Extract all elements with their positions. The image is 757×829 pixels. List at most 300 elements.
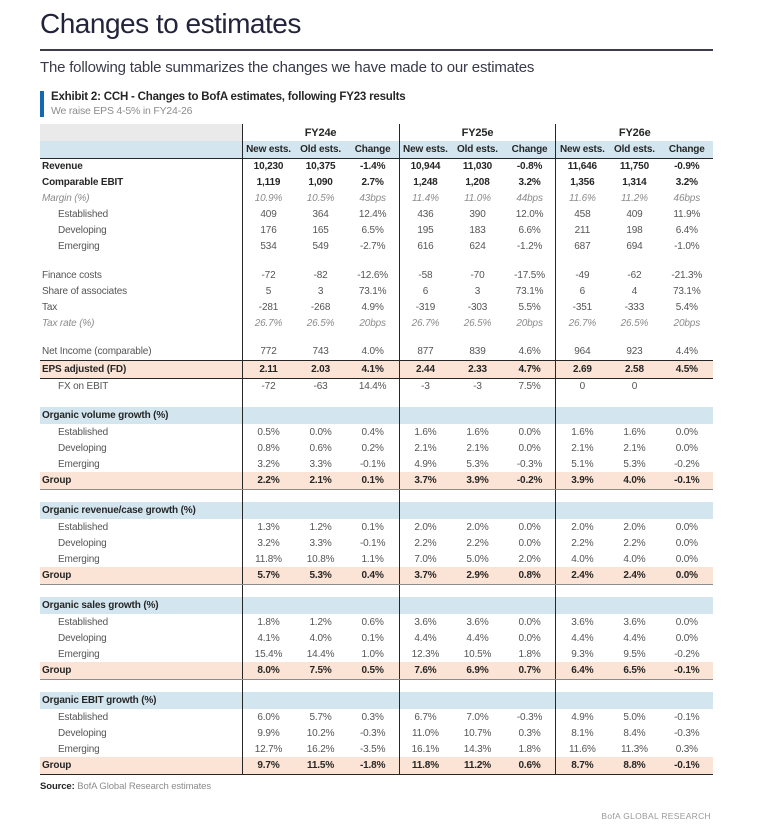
cell: 2.1% — [556, 440, 608, 456]
cell: 2.0% — [466, 521, 489, 533]
cell: -0.3% — [516, 458, 543, 470]
row-label: Emerging — [58, 458, 100, 470]
cell: 923 — [626, 346, 643, 358]
cell: 0.1% — [347, 472, 399, 489]
row-label: Tax rate (%) — [42, 317, 95, 329]
cell: -0.1% — [674, 711, 700, 723]
cell — [347, 597, 399, 614]
table-row — [40, 222, 713, 238]
cell: 11.4% — [399, 190, 451, 206]
table-row — [40, 174, 713, 190]
cell — [294, 254, 346, 267]
cell: -0.2% — [674, 648, 700, 660]
cell: 3.6% — [399, 614, 451, 630]
cell: 10.2% — [306, 727, 335, 739]
table-row — [40, 456, 713, 472]
cell — [242, 692, 294, 709]
cell: 4.9% — [361, 301, 384, 313]
title-divider — [40, 49, 713, 51]
cell: 2.44 — [399, 360, 451, 378]
cell — [347, 407, 399, 424]
cell: 20bps — [673, 317, 701, 329]
cell: 549 — [312, 240, 329, 252]
cell: 10.9% — [242, 190, 294, 206]
cell: 964 — [556, 344, 608, 360]
cell: -0.3% — [516, 711, 543, 723]
table-row — [40, 567, 713, 584]
cell — [294, 489, 346, 502]
cell: 1.2% — [309, 616, 332, 628]
cell: 0.3% — [518, 727, 541, 739]
table-row — [40, 378, 713, 394]
cell — [504, 254, 556, 267]
row-label: Group — [40, 662, 242, 679]
cell: 5.1% — [556, 456, 608, 472]
cell: 409 — [242, 206, 294, 222]
cell: 1,356 — [556, 174, 608, 190]
source-text: BofA Global Research estimates — [77, 780, 211, 792]
cell: 2.1% — [623, 442, 646, 454]
cell: 4.7% — [504, 360, 556, 378]
cell: 26.7% — [242, 315, 294, 331]
cell — [242, 679, 294, 692]
table-row — [40, 725, 713, 741]
cell: 5.3% — [623, 458, 646, 470]
cell — [556, 597, 608, 614]
cell: -0.1% — [661, 662, 713, 679]
cell: 16.1% — [399, 741, 451, 757]
cell: 0.0% — [675, 442, 698, 454]
row-label: Established — [58, 711, 109, 723]
row-label: Emerging — [58, 648, 100, 660]
cell — [504, 331, 556, 344]
sub-header: New ests. — [556, 141, 608, 158]
cell: 12.4% — [358, 208, 387, 220]
cell: 26.5% — [463, 317, 492, 329]
cell: 0.4% — [347, 567, 399, 584]
estimates-table — [40, 124, 713, 775]
cell: 0.3% — [675, 743, 698, 755]
spacer-row — [40, 394, 713, 407]
cell: 9.3% — [556, 646, 608, 662]
corner-cell — [40, 124, 242, 141]
cell — [399, 489, 451, 502]
cell: 3.2% — [242, 456, 294, 472]
cell: 1,090 — [308, 176, 333, 188]
cell: -351 — [556, 299, 608, 315]
cell: 0.5% — [242, 424, 294, 440]
cell: 2.1% — [399, 440, 451, 456]
cell — [451, 502, 503, 519]
cell: -0.3% — [359, 727, 386, 739]
row-label: Organic revenue/case growth (%) — [40, 502, 242, 519]
cell: 4.1% — [242, 630, 294, 646]
cell: 1,248 — [399, 174, 451, 190]
cell — [556, 331, 608, 344]
exhibit-accent-bar — [40, 91, 44, 117]
cell — [294, 331, 346, 344]
cell: 211 — [556, 222, 608, 238]
cell — [294, 502, 346, 519]
row-label: Organic sales growth (%) — [40, 597, 242, 614]
cell: 2.4% — [608, 567, 660, 584]
row-label: Net Income (comparable) — [42, 346, 152, 358]
table-row — [40, 344, 713, 360]
cell — [451, 692, 503, 709]
cell — [399, 502, 451, 519]
sub-header-row — [40, 141, 713, 158]
cell: 1.0% — [361, 648, 384, 660]
cell: 1.8% — [518, 648, 541, 660]
sub-header-label-cell — [40, 141, 242, 158]
cell: 6 — [556, 283, 608, 299]
cell: 772 — [242, 344, 294, 360]
cell: 16.2% — [306, 743, 335, 755]
cell — [661, 489, 713, 502]
cell: 0 — [556, 378, 608, 394]
cell — [661, 692, 713, 709]
cell: -58 — [399, 267, 451, 283]
cell: 4.5% — [661, 360, 713, 378]
cell: 534 — [242, 238, 294, 254]
cell: 12.7% — [242, 741, 294, 757]
cell: 11.0% — [464, 192, 491, 204]
cell: 4.4% — [466, 632, 489, 644]
cell: 1.3% — [242, 519, 294, 535]
cell — [347, 692, 399, 709]
cell: 6.4% — [556, 662, 608, 679]
cell: 1.1% — [361, 553, 384, 565]
cell: 176 — [242, 222, 294, 238]
cell: 26.7% — [556, 315, 608, 331]
cell: 0.1% — [361, 632, 384, 644]
cell: 5 — [242, 283, 294, 299]
cell: 4.0% — [623, 553, 646, 565]
table-row — [40, 630, 713, 646]
cell: 436 — [399, 206, 451, 222]
cell — [451, 489, 503, 502]
cell: 0.0% — [309, 426, 332, 438]
cell: 364 — [312, 208, 329, 220]
cell: 8.7% — [556, 757, 608, 774]
cell: 6.9% — [451, 662, 503, 679]
cell: 616 — [399, 238, 451, 254]
cell: 743 — [312, 346, 329, 358]
cell — [399, 692, 451, 709]
cell — [504, 679, 556, 692]
cell: 165 — [312, 224, 329, 236]
cell: 4.4% — [675, 346, 698, 358]
cell: 7.5% — [518, 380, 541, 392]
cell: 7.0% — [466, 711, 489, 723]
cell: 687 — [556, 238, 608, 254]
cell: 198 — [626, 224, 643, 236]
cell: 2.0% — [399, 519, 451, 535]
cell: 3.6% — [623, 616, 646, 628]
cell: -49 — [556, 267, 608, 283]
cell: 73.1% — [358, 285, 387, 297]
cell — [242, 407, 294, 424]
cell: 11.6% — [556, 190, 608, 206]
cell: 0.2% — [361, 442, 384, 454]
cell — [556, 502, 608, 519]
cell: 694 — [626, 240, 643, 252]
cell — [556, 692, 608, 709]
cell: -0.1% — [359, 458, 386, 470]
cell — [661, 597, 713, 614]
row-label: Developing — [58, 537, 107, 549]
cell: 8.1% — [556, 725, 608, 741]
cell: 5.0% — [623, 711, 646, 723]
cell: -281 — [242, 299, 294, 315]
cell: 7.5% — [294, 662, 346, 679]
col-group-fy26e: FY26e — [556, 124, 713, 141]
table-row — [40, 360, 713, 378]
cell: 2.0% — [518, 553, 541, 565]
cell — [661, 679, 713, 692]
table-row — [40, 535, 713, 551]
cell: 6.5% — [608, 662, 660, 679]
cell: 2.2% — [466, 537, 489, 549]
cell: -1.2% — [516, 240, 543, 252]
cell — [294, 692, 346, 709]
cell: 2.03 — [294, 360, 346, 378]
cell: 2.7% — [361, 176, 384, 188]
cell — [451, 679, 503, 692]
cell — [608, 331, 660, 344]
cell: 14.3% — [463, 743, 492, 755]
table-row — [40, 614, 713, 630]
cell: 11.9% — [673, 208, 701, 220]
cell — [242, 489, 294, 502]
row-label — [40, 584, 242, 597]
cell — [504, 407, 556, 424]
cell: -0.2% — [674, 458, 700, 470]
row-label — [40, 394, 242, 407]
cell: 409 — [626, 208, 643, 220]
table-row — [40, 424, 713, 440]
cell — [451, 584, 503, 597]
table-row — [40, 646, 713, 662]
cell: 4 — [631, 285, 638, 297]
cell: 11.3% — [621, 743, 648, 755]
cell: 0.0% — [661, 567, 713, 584]
cell: 0.7% — [504, 662, 556, 679]
row-label: Tax — [42, 301, 58, 313]
cell — [451, 407, 503, 424]
row-label: Emerging — [58, 240, 100, 252]
cell — [242, 597, 294, 614]
cell: 11.6% — [556, 741, 608, 757]
cell — [399, 584, 451, 597]
cell: -82 — [313, 269, 328, 281]
cell: 1.6% — [466, 426, 489, 438]
cell: 11.5% — [294, 757, 346, 774]
cell — [242, 584, 294, 597]
cell: 839 — [469, 346, 486, 358]
cell: 9.9% — [242, 725, 294, 741]
cell — [556, 489, 608, 502]
row-label: Organic EBIT growth (%) — [40, 692, 242, 709]
page-subtitle: The following table summarizes the changes we have made to our estimates — [40, 59, 535, 76]
cell: 1,314 — [622, 176, 647, 188]
cell: 0.6% — [361, 616, 384, 628]
cell — [504, 584, 556, 597]
cell: 15.4% — [242, 646, 294, 662]
cell: 4.9% — [399, 456, 451, 472]
cell: 11.2% — [621, 192, 648, 204]
table-row — [40, 440, 713, 456]
col-group-fy25e: FY25e — [399, 124, 556, 141]
table-row — [40, 190, 713, 206]
cell: -0.1% — [359, 537, 386, 549]
cell: 0.0% — [518, 521, 541, 533]
row-label: Developing — [58, 632, 107, 644]
sub-header: Change — [661, 141, 713, 158]
cell — [347, 489, 399, 502]
cell: 458 — [556, 206, 608, 222]
row-label: Share of associates — [42, 285, 127, 297]
cell — [661, 254, 713, 267]
cell — [608, 394, 660, 407]
cell: 11.2% — [451, 757, 503, 774]
cell: 7.6% — [399, 662, 451, 679]
cell: 877 — [399, 344, 451, 360]
cell: -72 — [242, 267, 294, 283]
cell: 2.0% — [556, 519, 608, 535]
table-row — [40, 709, 713, 725]
cell: 3 — [474, 285, 481, 297]
row-label: Established — [58, 426, 109, 438]
cell: 1.8% — [518, 743, 541, 755]
row-label — [40, 679, 242, 692]
row-label: Organic volume growth (%) — [40, 407, 242, 424]
cell: 3.2% — [518, 176, 541, 188]
row-label: Group — [40, 472, 242, 489]
cell: 26.5% — [306, 317, 335, 329]
cell — [608, 679, 660, 692]
cell: -2.7% — [359, 240, 386, 252]
cell: 4.1% — [347, 360, 399, 378]
spacer-row — [40, 331, 713, 344]
cell: 624 — [469, 240, 486, 252]
cell — [556, 407, 608, 424]
sub-header: Old ests. — [608, 141, 660, 158]
sub-header: New ests. — [399, 141, 451, 158]
cell: -0.9% — [674, 160, 700, 172]
table-row — [40, 472, 713, 489]
cell: 26.5% — [620, 317, 649, 329]
table-row — [40, 158, 713, 174]
cell: 20bps — [516, 317, 543, 329]
cell: 11,030 — [462, 160, 493, 172]
spacer-row — [40, 584, 713, 597]
cell: 14.4% — [306, 648, 335, 660]
cell: 4.4% — [399, 630, 451, 646]
sub-header: New ests. — [242, 141, 294, 158]
year-header-row — [40, 124, 713, 141]
cell — [399, 597, 451, 614]
cell: 6 — [399, 283, 451, 299]
cell: -17.5% — [514, 269, 545, 281]
cell — [347, 502, 399, 519]
cell — [504, 692, 556, 709]
table-row — [40, 283, 713, 299]
cell: -268 — [310, 301, 331, 313]
cell: 5.3% — [294, 567, 346, 584]
cell: 11.8% — [399, 757, 451, 774]
cell: 6.7% — [399, 709, 451, 725]
cell — [661, 502, 713, 519]
cell — [242, 502, 294, 519]
cell: -3 — [399, 378, 451, 394]
row-label: Established — [58, 521, 109, 533]
cell: 5.7% — [242, 567, 294, 584]
cell: 0.0% — [518, 426, 541, 438]
row-label: Developing — [58, 727, 107, 739]
cell — [608, 254, 660, 267]
cell: 0.6% — [504, 757, 556, 774]
cell: 3.6% — [466, 616, 489, 628]
table-row — [40, 551, 713, 567]
cell: 3.2% — [675, 176, 698, 188]
cell: 5.4% — [675, 301, 698, 313]
cell: 8.4% — [623, 727, 646, 739]
cell: 3.9% — [556, 472, 608, 489]
cell: 6.0% — [242, 709, 294, 725]
exhibit-title: Exhibit 2: CCH - Changes to BofA estimates, following FY23 results — [51, 91, 406, 103]
cell: 4.9% — [556, 709, 608, 725]
cell: 9.5% — [623, 648, 646, 660]
row-label: Established — [58, 616, 109, 628]
cell — [608, 489, 660, 502]
row-label: Margin (%) — [42, 192, 90, 204]
row-label — [40, 254, 242, 267]
row-label — [40, 489, 242, 502]
cell: 3.3% — [309, 537, 332, 549]
page-title: Changes to estimates — [40, 8, 301, 39]
cell: 2.2% — [623, 537, 646, 549]
row-label: Established — [58, 208, 109, 220]
cell: 0.6% — [309, 442, 332, 454]
cell: 0.0% — [675, 632, 698, 644]
cell: 11,646 — [556, 158, 608, 174]
cell: 10,230 — [242, 158, 294, 174]
cell — [451, 254, 503, 267]
cell: 73.1% — [515, 285, 544, 297]
cell — [556, 254, 608, 267]
cell: 11,750 — [619, 160, 649, 172]
cell — [556, 584, 608, 597]
cell — [608, 692, 660, 709]
cell: 0.1% — [361, 521, 384, 533]
cell: -21.3% — [671, 269, 703, 281]
cell — [451, 394, 503, 407]
cell — [661, 584, 713, 597]
cell: 3.6% — [556, 614, 608, 630]
exhibit-subtitle: We raise EPS 4-5% in FY24-26 — [51, 105, 193, 117]
cell: 2.69 — [556, 360, 608, 378]
row-label: Group — [40, 567, 242, 584]
cell: 1,208 — [465, 176, 490, 188]
cell — [242, 254, 294, 267]
row-label: Emerging — [58, 553, 100, 565]
table-row — [40, 741, 713, 757]
cell: 0.0% — [675, 616, 698, 628]
cell: 2.2% — [242, 472, 294, 489]
cell — [294, 584, 346, 597]
table-row — [40, 519, 713, 535]
